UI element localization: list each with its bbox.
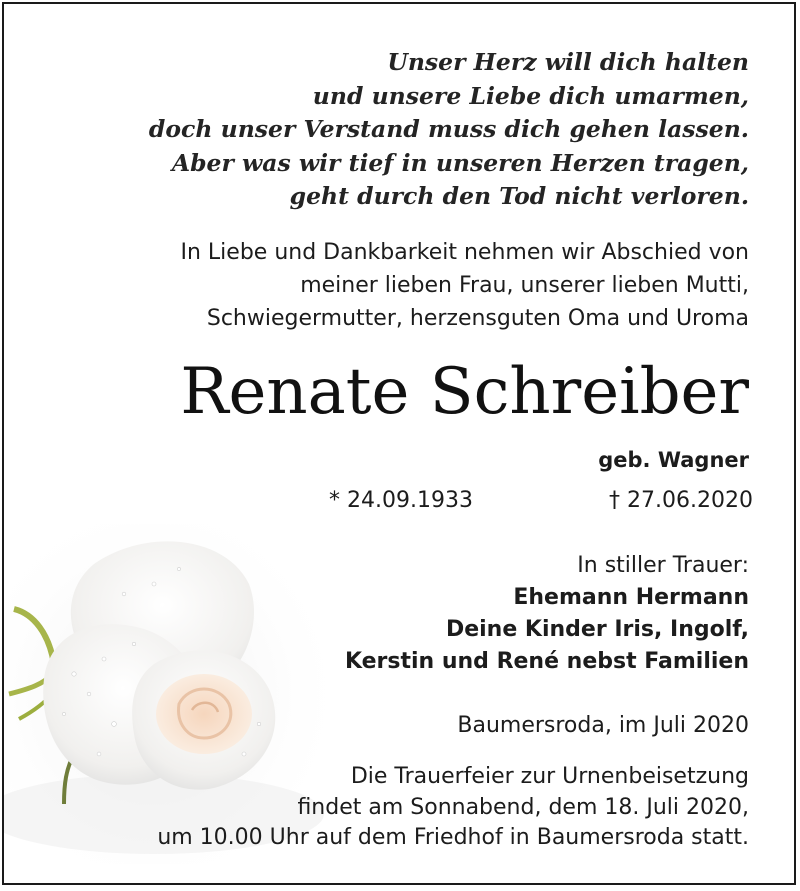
funeral-line: Die Trauerfeier zur Urnenbeisetzung (350, 764, 749, 789)
intro-line: Schwiegermutter, herzensguten Oma und Uroma (206, 306, 749, 331)
life-dates (4, 486, 753, 516)
farewell-intro (69, 236, 749, 335)
death-date: † 27.06.2020 (609, 488, 753, 513)
intro-line: meiner lieben Frau, unserer lieben Mutti, (300, 273, 749, 298)
intro-line: In Liebe und Dankbarkeit nehmen wir Abschied von (180, 240, 749, 265)
funeral-line: findet am Sonnabend, dem 18. Juli 2020, (297, 794, 749, 820)
birth-date: * 24.09.1933 (329, 488, 473, 513)
deceased-name: Renate Schreiber (180, 355, 749, 429)
funeral-notice (69, 762, 749, 854)
poem-line: Unser Herz will dich halten (387, 48, 749, 76)
mourner-line: Ehemann Hermann (513, 585, 749, 610)
birth-name: geb. Wagner (598, 448, 749, 472)
poem (109, 46, 749, 214)
poem-line: Aber was wir tief in unseren Herzen tragen, (171, 148, 749, 177)
poem-line: geht durch den Tod nicht verloren. (289, 182, 749, 210)
mourners-list (249, 582, 749, 678)
place-and-date: Baumersroda, im Juli 2020 (457, 713, 749, 738)
obituary-card (2, 2, 796, 885)
poem-line: doch unser Verstand muss dich gehen lassen. (148, 115, 749, 143)
mourner-line: Kerstin und René nebst Familien (344, 649, 749, 674)
mourning-heading: In stiller Trauer: (577, 553, 749, 578)
mourner-line: Deine Kinder Iris, Ingolf, (445, 617, 749, 642)
poem-line: und unsere Liebe dich umarmen, (312, 81, 749, 110)
funeral-line: um 10.00 Uhr auf dem Friedhof in Baumersroda statt. (157, 825, 749, 850)
